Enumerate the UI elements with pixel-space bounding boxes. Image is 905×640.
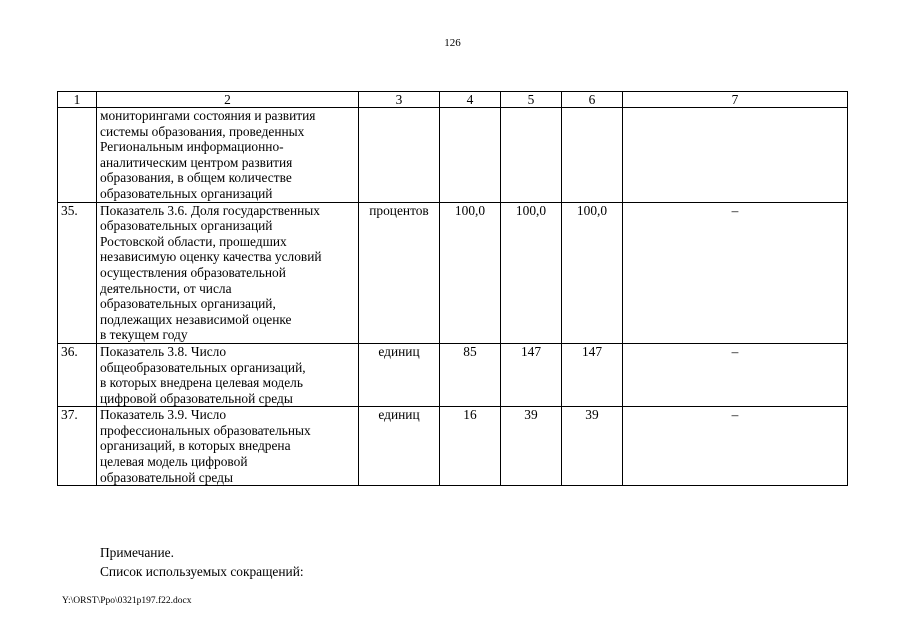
value-col7	[623, 108, 848, 203]
value-col5: 100,0	[501, 202, 562, 343]
unit-cell: единиц	[359, 407, 440, 486]
value-col7: –	[623, 407, 848, 486]
table-row	[58, 202, 848, 343]
value-col7: –	[623, 202, 848, 343]
value-col4	[440, 108, 501, 203]
row-number: 37.	[58, 407, 97, 486]
row-number: 36.	[58, 343, 97, 406]
indicators-table	[57, 91, 848, 486]
indicator-text: мониторингами состояния и развития системы образования, проведенных Региональным информационно- аналитическим центром развития образования, в общем количестве образовательных организаций	[100, 108, 316, 201]
value-col6: 100,0	[562, 202, 623, 343]
value-col6: 39	[562, 407, 623, 486]
unit-cell: процентов	[359, 202, 440, 343]
value-col4: 85	[440, 343, 501, 406]
table-row	[58, 108, 848, 203]
indicator-name	[97, 108, 359, 203]
unit-cell: единиц	[359, 343, 440, 406]
value-col6: 147	[562, 343, 623, 406]
value-col7: –	[623, 343, 848, 406]
table-row	[58, 343, 848, 406]
column-header-2: 2	[97, 92, 359, 108]
abbreviations-heading: Список используемых сокращений:	[100, 564, 304, 579]
column-header-6: 6	[562, 92, 623, 108]
value-col6	[562, 108, 623, 203]
unit-cell	[359, 108, 440, 203]
value-col5	[501, 108, 562, 203]
page-number: 126	[444, 37, 461, 49]
indicator-text: Показатель 3.6. Доля государственных образовательных организаций Ростовской области, прошедших независимую оценку качества условий осуществления образовательной деятельности, от числа образовательных организаций, подлежащих независимой оценке в текущем году	[100, 202, 322, 343]
column-header-1: 1	[58, 92, 97, 108]
row-number: 35.	[58, 202, 97, 343]
indicator-name	[97, 407, 359, 486]
column-header-5: 5	[501, 92, 562, 108]
indicator-text: Показатель 3.9. Число профессиональных образовательных организаций, в которых внедрена целевая модель цифровой образовательной среды	[100, 407, 311, 485]
value-col5: 39	[501, 407, 562, 486]
file-path-footer: Y:\ORST\Ppo\0321p197.f22.docx	[62, 596, 192, 606]
column-header-7: 7	[623, 92, 848, 108]
row-number	[58, 108, 97, 203]
indicator-text: Показатель 3.8. Число общеобразовательных организаций, в которых внедрена целевая модель цифровой образовательной среды	[100, 343, 306, 406]
indicator-name	[97, 202, 359, 343]
column-header-4: 4	[440, 92, 501, 108]
value-col4: 100,0	[440, 202, 501, 343]
table-header-row	[58, 92, 848, 108]
indicator-name	[97, 343, 359, 406]
note-heading: Примечание.	[100, 545, 174, 560]
table-row	[58, 407, 848, 486]
value-col4: 16	[440, 407, 501, 486]
value-col5: 147	[501, 343, 562, 406]
column-header-3: 3	[359, 92, 440, 108]
